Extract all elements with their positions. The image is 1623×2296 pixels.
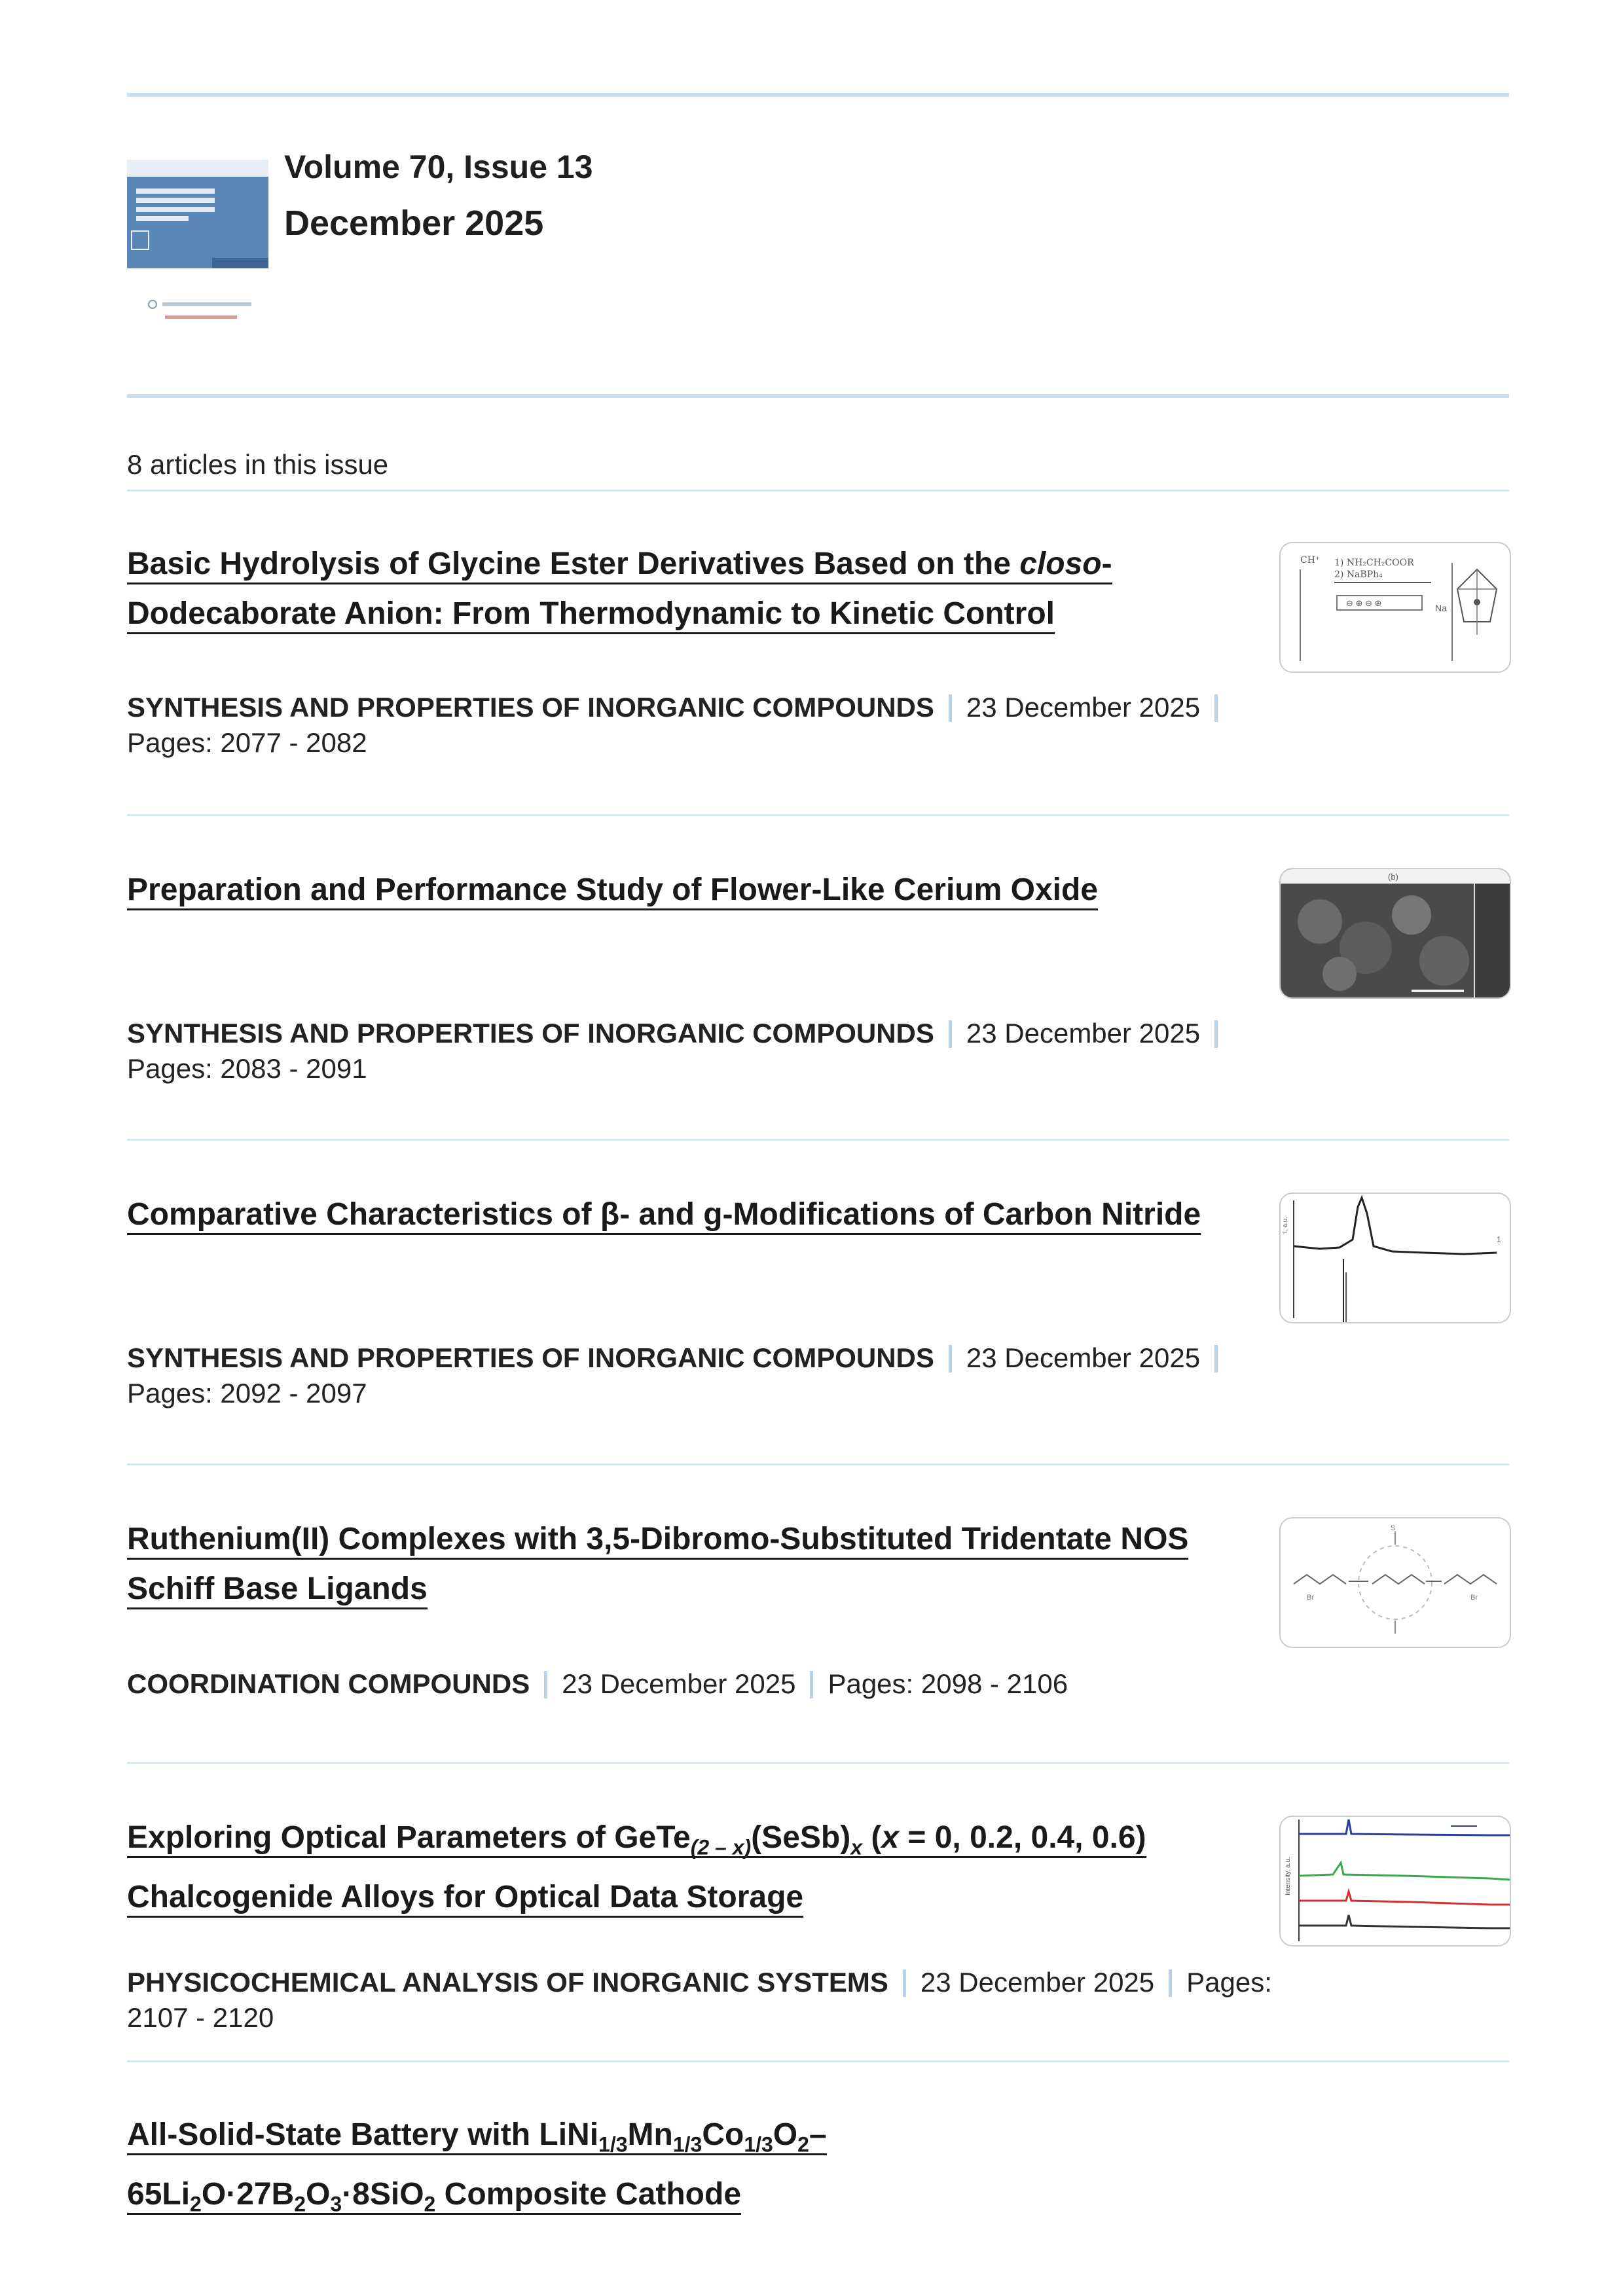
svg-text:Na: Na (1435, 603, 1447, 613)
article-section: COORDINATION COMPOUNDS (127, 1668, 530, 1699)
svg-text:S: S (1391, 1524, 1396, 1532)
issue-volume: Volume 70, Issue 13 (284, 149, 593, 185)
svg-text:Intensity, a.u.: Intensity, a.u. (1285, 1857, 1292, 1895)
article-pages: Pages: 2092 - 2097 (127, 1378, 367, 1408)
reaction-scheme-icon[interactable] (1279, 542, 1511, 673)
article-divider (127, 1139, 1509, 1141)
article-divider (127, 814, 1509, 816)
svg-text:Br: Br (1307, 1594, 1314, 1602)
svg-text:Br: Br (1470, 1594, 1478, 1602)
count-rule (127, 490, 1509, 492)
article-meta (127, 690, 1279, 761)
article-meta (127, 1016, 1279, 1086)
publisher-logo-icon (148, 300, 253, 309)
molecular-structure-icon[interactable] (1279, 1517, 1511, 1648)
article-title-link[interactable]: Ruthenium(II) Complexes with 3,5-Dibromo-Substituted Tridentate NOS Schiff Base Ligands (127, 1515, 1279, 1614)
article-section: SYNTHESIS AND PROPERTIES OF INORGANIC COMPOUNDS (127, 1018, 934, 1049)
article-date: 23 December 2025 (966, 1018, 1201, 1049)
article-pages: Pages: 2107 - 2120 (127, 1967, 1272, 2033)
article-title-link[interactable]: Preparation and Performance Study of Flower-Like Cerium Oxide (127, 865, 1279, 915)
article-divider (127, 2060, 1509, 2062)
article-pages: Pages: 2083 - 2091 (127, 1053, 367, 1084)
article-meta (127, 1965, 1279, 2036)
journal-cover-image[interactable] (127, 160, 268, 268)
header-bottom-rule (127, 394, 1509, 398)
article-section: SYNTHESIS AND PROPERTIES OF INORGANIC COMPOUNDS (127, 692, 934, 723)
top-rule (127, 93, 1509, 97)
article-date: 23 December 2025 (966, 692, 1201, 723)
xrd-plot-icon[interactable] (1279, 1816, 1511, 1946)
issue-date: December 2025 (284, 204, 544, 243)
svg-text:2) NaBPh₄: 2) NaBPh₄ (1334, 569, 1383, 580)
article-date: 23 December 2025 (920, 1967, 1155, 1998)
svg-text:1: 1 (1497, 1235, 1501, 1244)
article-count: 8 articles in this issue (127, 449, 389, 480)
article-meta (127, 1340, 1279, 1411)
svg-text:CH⁺: CH⁺ (1300, 555, 1321, 565)
article-pages: Pages: 2077 - 2082 (127, 727, 367, 758)
article-pages: Pages: 2098 - 2106 (828, 1668, 1068, 1699)
article-meta (127, 1666, 1279, 1702)
springer-logo-icon (165, 315, 237, 319)
svg-text:(b): (b) (1388, 872, 1398, 882)
spectrum-plot-icon[interactable] (1279, 1193, 1511, 1323)
svg-text:⊖ ⊕ ⊖ ⊕: ⊖ ⊕ ⊖ ⊕ (1346, 598, 1382, 608)
article-date: 23 December 2025 (966, 1342, 1201, 1373)
svg-text:I, a.u.: I, a.u. (1282, 1216, 1289, 1233)
article-divider (127, 1463, 1509, 1465)
article-divider (127, 1762, 1509, 1764)
article-section: PHYSICOCHEMICAL ANALYSIS OF INORGANIC SYSTEMS (127, 1967, 888, 1998)
article-date: 23 December 2025 (562, 1668, 796, 1699)
article-title-link[interactable]: All-Solid-State Battery with $LiNi_{1/3}Mn_{1/3}Co_{1/3}O_2-$ $65Li_2O\cdot 27B_2O_3\cdot 8SiO_2$ Composite Cathode (127, 2117, 827, 2216)
article-section: SYNTHESIS AND PROPERTIES OF INORGANIC COMPOUNDS (127, 1342, 934, 1373)
article-title-link[interactable]: Comparative Characteristics of β- and g-Modifications of Carbon Nitride (127, 1190, 1279, 1240)
microscopy-image-icon[interactable] (1279, 868, 1511, 999)
svg-text:1) NH₂CH₂COOR: 1) NH₂CH₂COOR (1334, 558, 1414, 568)
article-title-link[interactable]: Exploring Optical Parameters of $GeTe_{(2 - x)}(SeSb)_x$ (x = 0, 0.2, 0.4, 0.6) Chalcogenide Alloys for Optical Data Storage (127, 1813, 1279, 1922)
article-title-link[interactable]: Basic Hydrolysis of Glycine Ester Derivatives Based on the closo- Dodecaborate Anion: From Thermodynamic to Kinetic Control (127, 539, 1279, 639)
